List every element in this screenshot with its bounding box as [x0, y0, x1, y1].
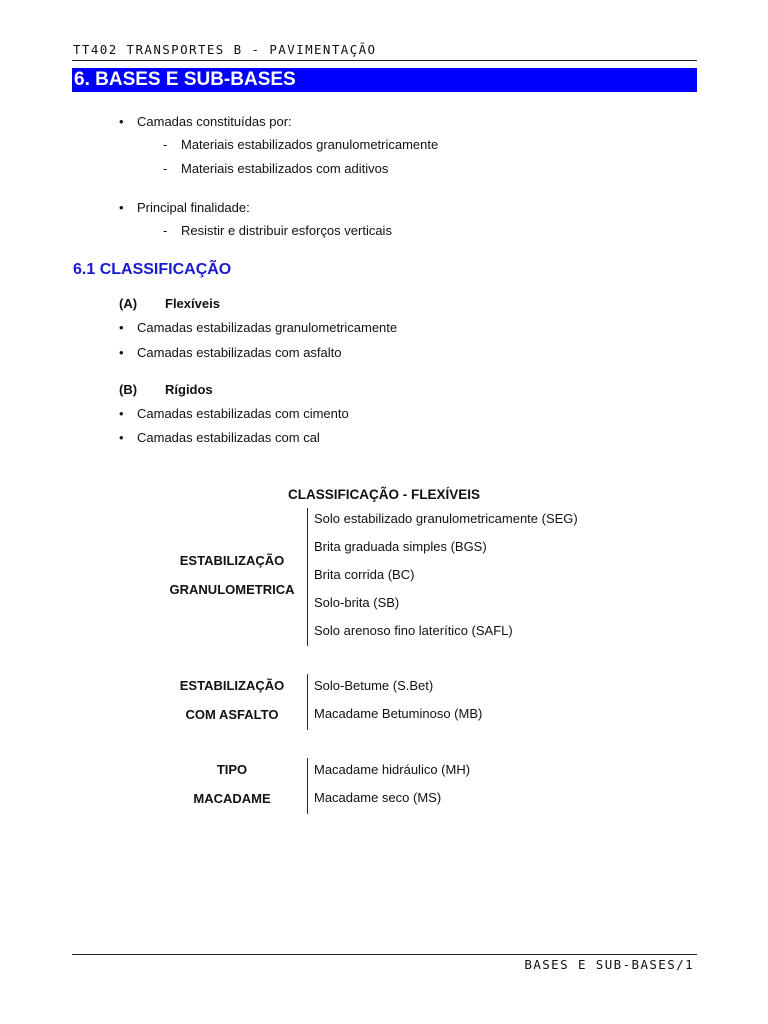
- table-item: Macadame seco (MS): [314, 790, 442, 805]
- bullet-text: Camadas estabilizadas granulometricamente: [137, 320, 398, 335]
- group-letter: (B): [119, 382, 138, 397]
- bracket-line: [307, 758, 308, 814]
- table-item: Solo estabilizado granulometricamente (SEG): [314, 511, 578, 526]
- table-item: Solo arenoso fino laterítico (SAFL): [314, 623, 513, 638]
- category-line: TIPO: [216, 762, 248, 777]
- bullet-text: Camadas estabilizadas com asfalto: [137, 345, 342, 360]
- table-item: Macadame hidráulico (MH): [314, 762, 471, 777]
- table-title: CLASSIFICAÇÃO - FLEXÍVEIS: [287, 487, 480, 502]
- bullet-icon: •: [119, 345, 124, 360]
- bracket-line: [307, 508, 308, 646]
- category-line: ESTABILIZAÇÃO: [179, 553, 285, 568]
- dash-icon: -: [163, 223, 168, 238]
- table-item: Macadame Betuminoso (MB): [314, 706, 483, 721]
- category-line: GRANULOMETRICA: [169, 582, 295, 597]
- category-line: MACADAME: [193, 791, 271, 806]
- bullet-text: Principal finalidade:: [137, 200, 250, 215]
- category-label-granulometric: [152, 546, 312, 604]
- category-label-asphalt: [152, 671, 312, 729]
- dash-icon: -: [163, 137, 168, 152]
- subitem-text: Resistir e distribuir esforços verticais: [181, 223, 392, 238]
- section-title-bar: [72, 68, 697, 92]
- bullet-icon: •: [119, 430, 124, 445]
- running-footer: BASES E SUB-BASES/1: [524, 957, 694, 972]
- bullet-icon: •: [119, 114, 124, 129]
- subitem-text: Materiais estabilizados com aditivos: [181, 161, 389, 176]
- running-header: TT402 TRANSPORTES B - PAVIMENTAÇÃO: [73, 42, 377, 57]
- subsection-title: 6.1 CLASSIFICAÇÃO: [73, 261, 232, 278]
- group-letter: (A): [119, 296, 138, 311]
- bullet-icon: •: [119, 320, 124, 335]
- table-item: Solo-Betume (S.Bet): [314, 678, 434, 693]
- section-title: 6. BASES E SUB-BASES: [74, 69, 296, 90]
- bullet-text: Camadas estabilizadas com cimento: [137, 406, 349, 421]
- dash-icon: -: [163, 161, 168, 176]
- subitem-text: Materiais estabilizados granulometricamente: [181, 137, 439, 152]
- bracket-line: [307, 674, 308, 730]
- group-name: Rígidos: [165, 382, 213, 397]
- category-line: COM ASFALTO: [185, 707, 279, 722]
- bullet-icon: •: [119, 406, 124, 421]
- table-item: Brita graduada simples (BGS): [314, 539, 487, 554]
- footer-rule: [72, 954, 697, 955]
- category-line: ESTABILIZAÇÃO: [179, 678, 285, 693]
- bullet-text: Camadas estabilizadas com cal: [137, 430, 320, 445]
- table-item: Solo-brita (SB): [314, 595, 400, 610]
- bullet-text: Camadas constituídas por:: [137, 114, 292, 129]
- header-rule: [72, 60, 697, 61]
- category-label-macadam: [152, 755, 312, 813]
- group-name: Flexíveis: [165, 296, 220, 311]
- bullet-icon: •: [119, 200, 124, 215]
- table-item: Brita corrida (BC): [314, 567, 415, 582]
